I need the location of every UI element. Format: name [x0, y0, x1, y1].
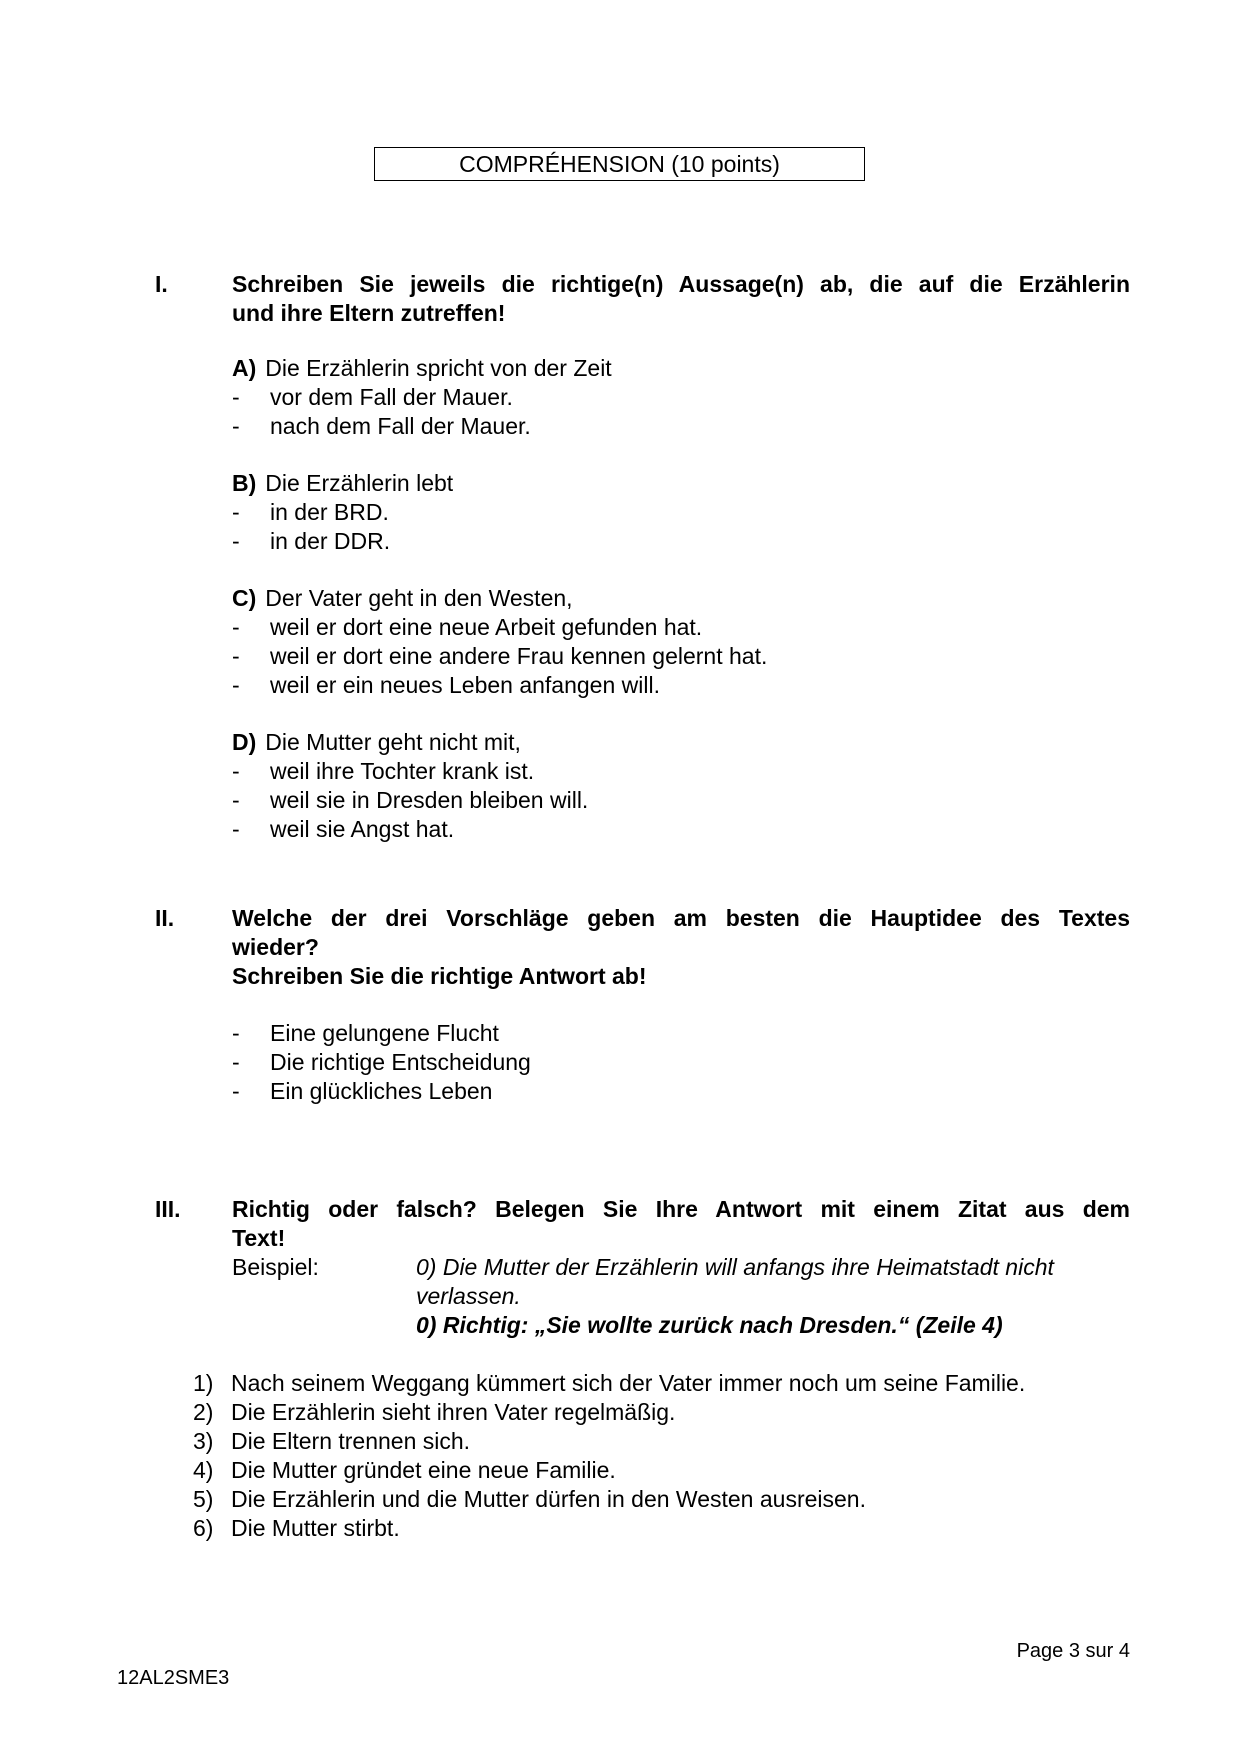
statement-number: 4): [193, 1457, 214, 1483]
option-text: in der DDR.: [270, 528, 391, 554]
option-text: weil er dort eine neue Arbeit gefunden hat.: [270, 614, 703, 640]
group-letter: C): [232, 585, 257, 611]
option-line: - in der DDR.: [232, 528, 391, 554]
option-line: - weil er dort eine neue Arbeit gefunden hat.: [232, 614, 703, 640]
stem-text: Die Erzählerin spricht von der Zeit: [265, 355, 612, 381]
group-letter: B): [232, 470, 257, 496]
question-line: Welche der drei Vorschläge geben am besten die Hauptidee des Textes: [232, 905, 1130, 931]
option-text: weil sie in Dresden bleiben will.: [270, 787, 589, 813]
option-line: - weil sie in Dresden bleiben will.: [232, 787, 589, 813]
statement-text: Nach seinem Weggang kümmert sich der Vater immer noch um seine Familie.: [231, 1370, 1026, 1396]
statement-text: Die Erzählerin und die Mutter dürfen in den Westen ausreisen.: [231, 1486, 866, 1512]
option-line: - weil ihre Tochter krank ist.: [232, 758, 535, 784]
statement-item: [193, 1369, 1025, 1398]
section-number: I.: [155, 271, 168, 297]
option-text: in der BRD.: [270, 499, 389, 525]
example-label: Beispiel:: [232, 1254, 319, 1280]
option-line: - nach dem Fall der Mauer.: [232, 413, 531, 439]
question-line: Richtig oder falsch? Belegen Sie Ihre Antwort mit einem Zitat aus dem: [232, 1196, 1130, 1222]
option-text: vor dem Fall der Mauer.: [270, 384, 513, 410]
stem-text: Die Mutter geht nicht mit,: [265, 729, 521, 755]
option-line: - Die richtige Entscheidung: [232, 1049, 531, 1075]
option-line: - Eine gelungene Flucht: [232, 1020, 499, 1046]
statement-number: 6): [193, 1515, 214, 1541]
option-line: - weil er ein neues Leben anfangen will.: [232, 672, 660, 698]
option-text: weil sie Angst hat.: [270, 816, 455, 842]
stem-text: Der Vater geht in den Westen,: [265, 585, 573, 611]
group-stem: [232, 354, 612, 383]
option-line: - weil sie Angst hat.: [232, 816, 455, 842]
page-number: Page 3 sur 4: [1016, 1640, 1130, 1662]
statement-item: [193, 1398, 675, 1427]
statement-number: 1): [193, 1370, 214, 1396]
question-line: wieder?: [232, 934, 319, 960]
statement-item: [193, 1485, 866, 1514]
example-text: 0) Die Mutter der Erzählerin will anfangs ihre Heimatstadt nicht verlassen.: [416, 1254, 1054, 1309]
statement-number: 3): [193, 1428, 214, 1454]
statement-text: Die Mutter gründet eine neue Familie.: [231, 1457, 616, 1483]
option-line: - in der BRD.: [232, 499, 389, 525]
statement-number: 2): [193, 1399, 214, 1425]
statement-item: [193, 1456, 616, 1485]
section-question: [232, 904, 1130, 991]
question-line: und ihre Eltern zutreffen!: [232, 300, 506, 326]
option-text: Die richtige Entscheidung: [270, 1049, 531, 1075]
option-text: weil er ein neues Leben anfangen will.: [270, 672, 660, 698]
statement-text: Die Erzählerin sieht ihren Vater regelmäßig.: [231, 1399, 676, 1425]
statement-text: Die Eltern trennen sich.: [231, 1428, 471, 1454]
group-letter: D): [232, 729, 257, 755]
stem-text: Die Erzählerin lebt: [265, 470, 454, 496]
group-letter: A): [232, 355, 257, 381]
group-stem: [232, 728, 521, 757]
group-stem: [232, 584, 573, 613]
document-code: 12AL2SME3: [117, 1667, 230, 1689]
section-question: [232, 1195, 1130, 1253]
option-line: - weil er dort eine andere Frau kennen gelernt hat.: [232, 643, 768, 669]
option-line: - vor dem Fall der Mauer.: [232, 384, 513, 410]
section-number: III.: [155, 1196, 181, 1222]
option-text: Eine gelungene Flucht: [270, 1020, 499, 1046]
statement-item: [193, 1427, 470, 1456]
question-line: Schreiben Sie jeweils die richtige(n) Aussage(n) ab, die auf die Erzählerin: [232, 271, 1130, 297]
section-number: II.: [155, 905, 175, 931]
question-line: Schreiben Sie die richtige Antwort ab!: [232, 963, 647, 989]
page-title: COMPRÉHENSION (10 points): [374, 147, 865, 181]
section-question: [232, 270, 1130, 328]
option-text: Ein glückliches Leben: [270, 1078, 493, 1104]
statement-item: [193, 1514, 400, 1543]
example-answer: 0) Richtig: „Sie wollte zurück nach Dresden.“ (Zeile 4): [416, 1312, 1003, 1338]
statement-text: Die Mutter stirbt.: [231, 1515, 400, 1541]
option-line: - Ein glückliches Leben: [232, 1078, 493, 1104]
statement-number: 5): [193, 1486, 214, 1512]
option-text: weil er dort eine andere Frau kennen gelernt hat.: [270, 643, 768, 669]
question-line: Text!: [232, 1225, 286, 1251]
option-text: weil ihre Tochter krank ist.: [270, 758, 535, 784]
option-text: nach dem Fall der Mauer.: [270, 413, 531, 439]
group-stem: [232, 469, 453, 498]
